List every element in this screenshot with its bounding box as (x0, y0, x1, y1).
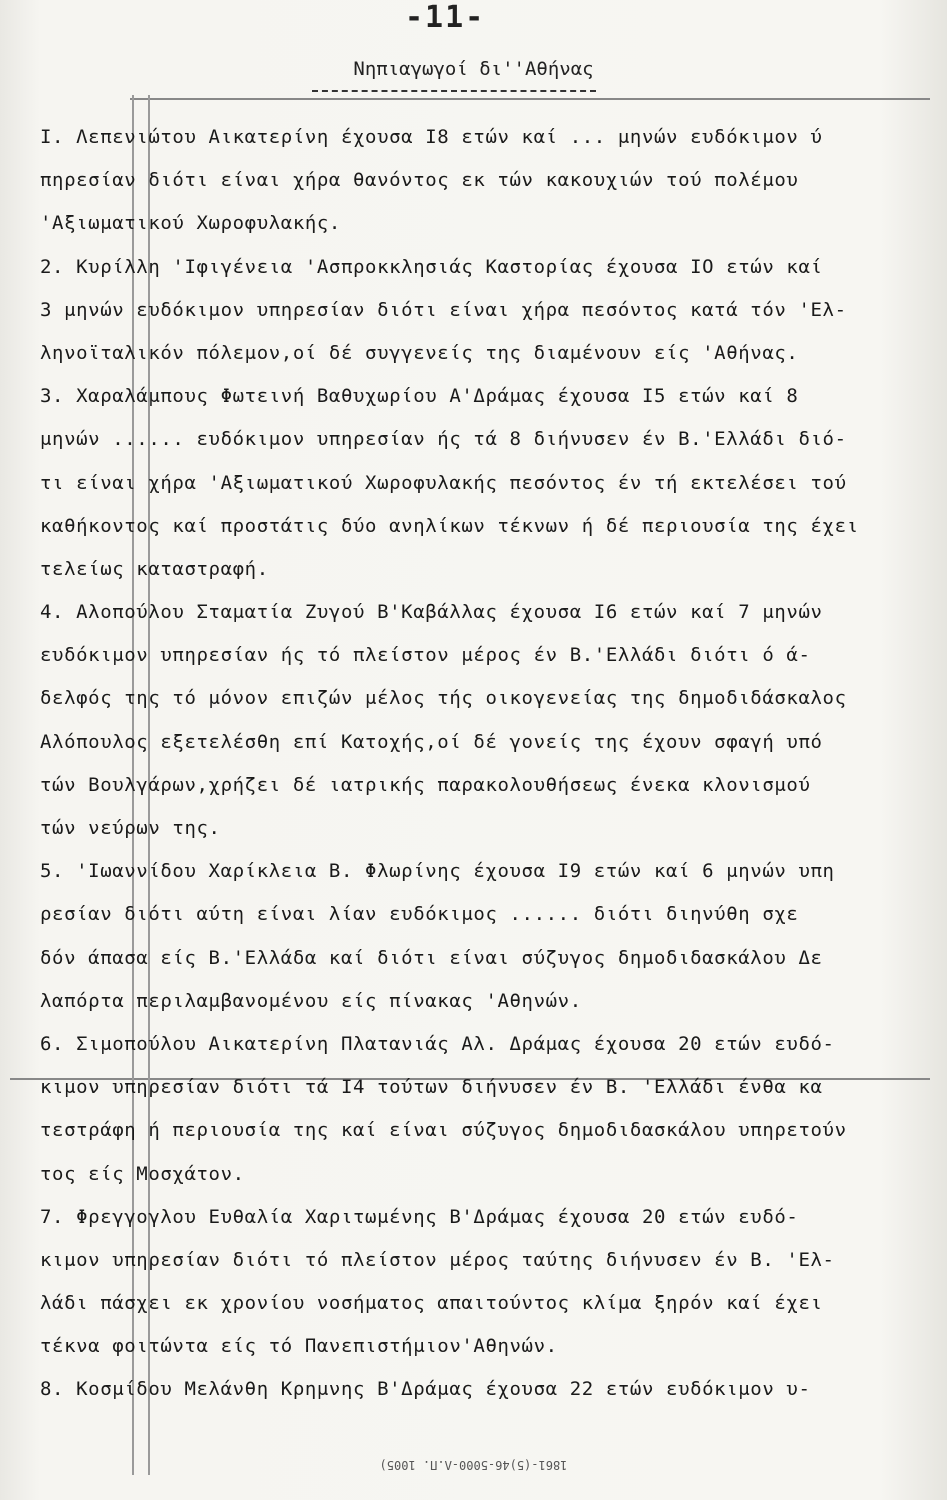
text-line: 4. Αλοπούλου Σταματία Ζυγού Β'Καβάλλας έχουσα Ι6 ετών καί 7 μηνών (40, 601, 823, 624)
text-line: δόν άπασα είς Β.'Ελλάδα καί διότι είναι σύζυγος δημοδιδασκάλου Δε (40, 946, 823, 969)
text-line: λαπόρτα περιλαμβανομένου είς πίνακας 'Αθηνών. (40, 989, 582, 1012)
text-line: ληνοϊταλικόν πόλεμον,οί δέ συγγενείς της διαμένουν είς 'Αθήνας. (40, 341, 799, 364)
text-line: κιμον υπηρεσίαν διότι τό πλείστον μέρος ταύτης διήνυσεν έν Β. 'Ελ- (40, 1248, 835, 1271)
title-underline (312, 90, 596, 92)
text-line: κιμον υπηρεσίαν διότι τά Ι4 τούτων διήνυσεν έν Β. 'Ελλάδι ένθα κα (40, 1076, 823, 1099)
text-line: 'Αξιωματικού Χωροφυλακής. (40, 212, 341, 235)
text-line: 8. Κοσμίδου Μελάνθη Κρημνης Β'Δράμας έχουσα 22 ετών ευδόκιμον υ- (40, 1378, 811, 1401)
page-title: Νηπιαγωγοί δι''Αθήνας (353, 58, 594, 80)
text-line: πηρεσίαν διότι είναι χήρα θανόντος εκ τών κακουχιών τού πολέμου (40, 169, 799, 192)
text-line: Ι. Λεπενιώτου Αικατερίνη έχουσα Ι8 ετών καί ... μηνών ευδόκιμον ύ (40, 126, 823, 148)
form-rule (130, 98, 930, 100)
text-line: καθήκοντος καί προστάτις δύο ανηλίκων τέκνων ή δέ περιουσία της έχει (40, 514, 859, 537)
text-line: 7. Φρεγγογλου Ευθαλία Χαριτωμένης Β'Δράμας έχουσα 20 ετών ευδό- (40, 1205, 799, 1228)
text-line: ευδόκιμον υπηρεσίαν ής τό πλείστον μέρος έν Β.'Ελλάδι διότι ό ά- (40, 644, 811, 667)
text-line: τών νεύρων της. (40, 817, 221, 839)
text-line: τεστράφη ή περιουσία της καί είναι σύζυγος δημοδιδασκάλου υπηρετούν (40, 1119, 847, 1142)
text-line: 3 μηνών ευδόκιμον υπηρεσίαν διότι είναι χήρα πεσόντος κατά τόν 'Ελ- (40, 298, 847, 321)
text-line: Αλόπουλος εξετελέσθη επί Κατοχής,οί δέ γονείς της έχουν σφαγή υπό (40, 730, 823, 753)
text-line: λάδι πάσχει εκ χρονίου νοσήματος απαιτούντος κλίμα ξηρόν καί έχει (40, 1292, 823, 1315)
document-body (40, 116, 935, 1412)
text-line: μηνών ...... ευδόκιμον υπηρεσίαν ής τά 8 διήνυσεν έν Β.'Ελλάδι διό- (40, 428, 847, 451)
text-line: δελφός της τό μόνον επιζών μέλος τής οικογενείας της δημοδιδάσκαλος (40, 687, 847, 710)
text-line: τέκνα φοιτώντα είς τό Πανεπιστήμιον'Αθηνών. (40, 1335, 558, 1358)
text-line: 3. Χαραλάμπους Φωτεινή Βαθυχωρίου Α'Δράμας έχουσα Ι5 ετών καί 8 (40, 385, 799, 408)
text-line: ρεσίαν διότι αύτη είναι λίαν ευδόκιμος ...... διότι διηνύθη σχε (40, 903, 799, 926)
text-line: 2. Κυρίλλη 'Ιφιγένεια 'Ασπροκκλησιάς Καστορίας έχουσα ΙΟ ετών καί (40, 255, 823, 278)
text-line: τελείως καταστραφή. (40, 557, 269, 580)
text-line: 6. Σιμοπούλου Αικατερίνη Πλατανιάς Αλ. Δράμας έχουσα 20 ετών ευδό- (40, 1032, 835, 1055)
text-line: τος είς Μοσχάτον. (40, 1162, 245, 1185)
page-number: -11- (405, 0, 486, 35)
text-line: 5. 'Ιωαννίδου Χαρίκλεια Β. Φλωρίνης έχουσα Ι9 ετών καί 6 μηνών υπη (40, 860, 835, 883)
printer-footer: 1861-(5)46-5000-Λ.Π. 1005) (379, 1458, 568, 1472)
text-line: τι είναι χήρα 'Αξιωματικού Χωροφυλακής πεσόντος έν τή εκτελέσει τού (40, 471, 847, 494)
text-line: τών Βουλγάρων,χρήζει δέ ιατρικής παρακολουθήσεως ένεκα κλονισμού (40, 773, 811, 796)
